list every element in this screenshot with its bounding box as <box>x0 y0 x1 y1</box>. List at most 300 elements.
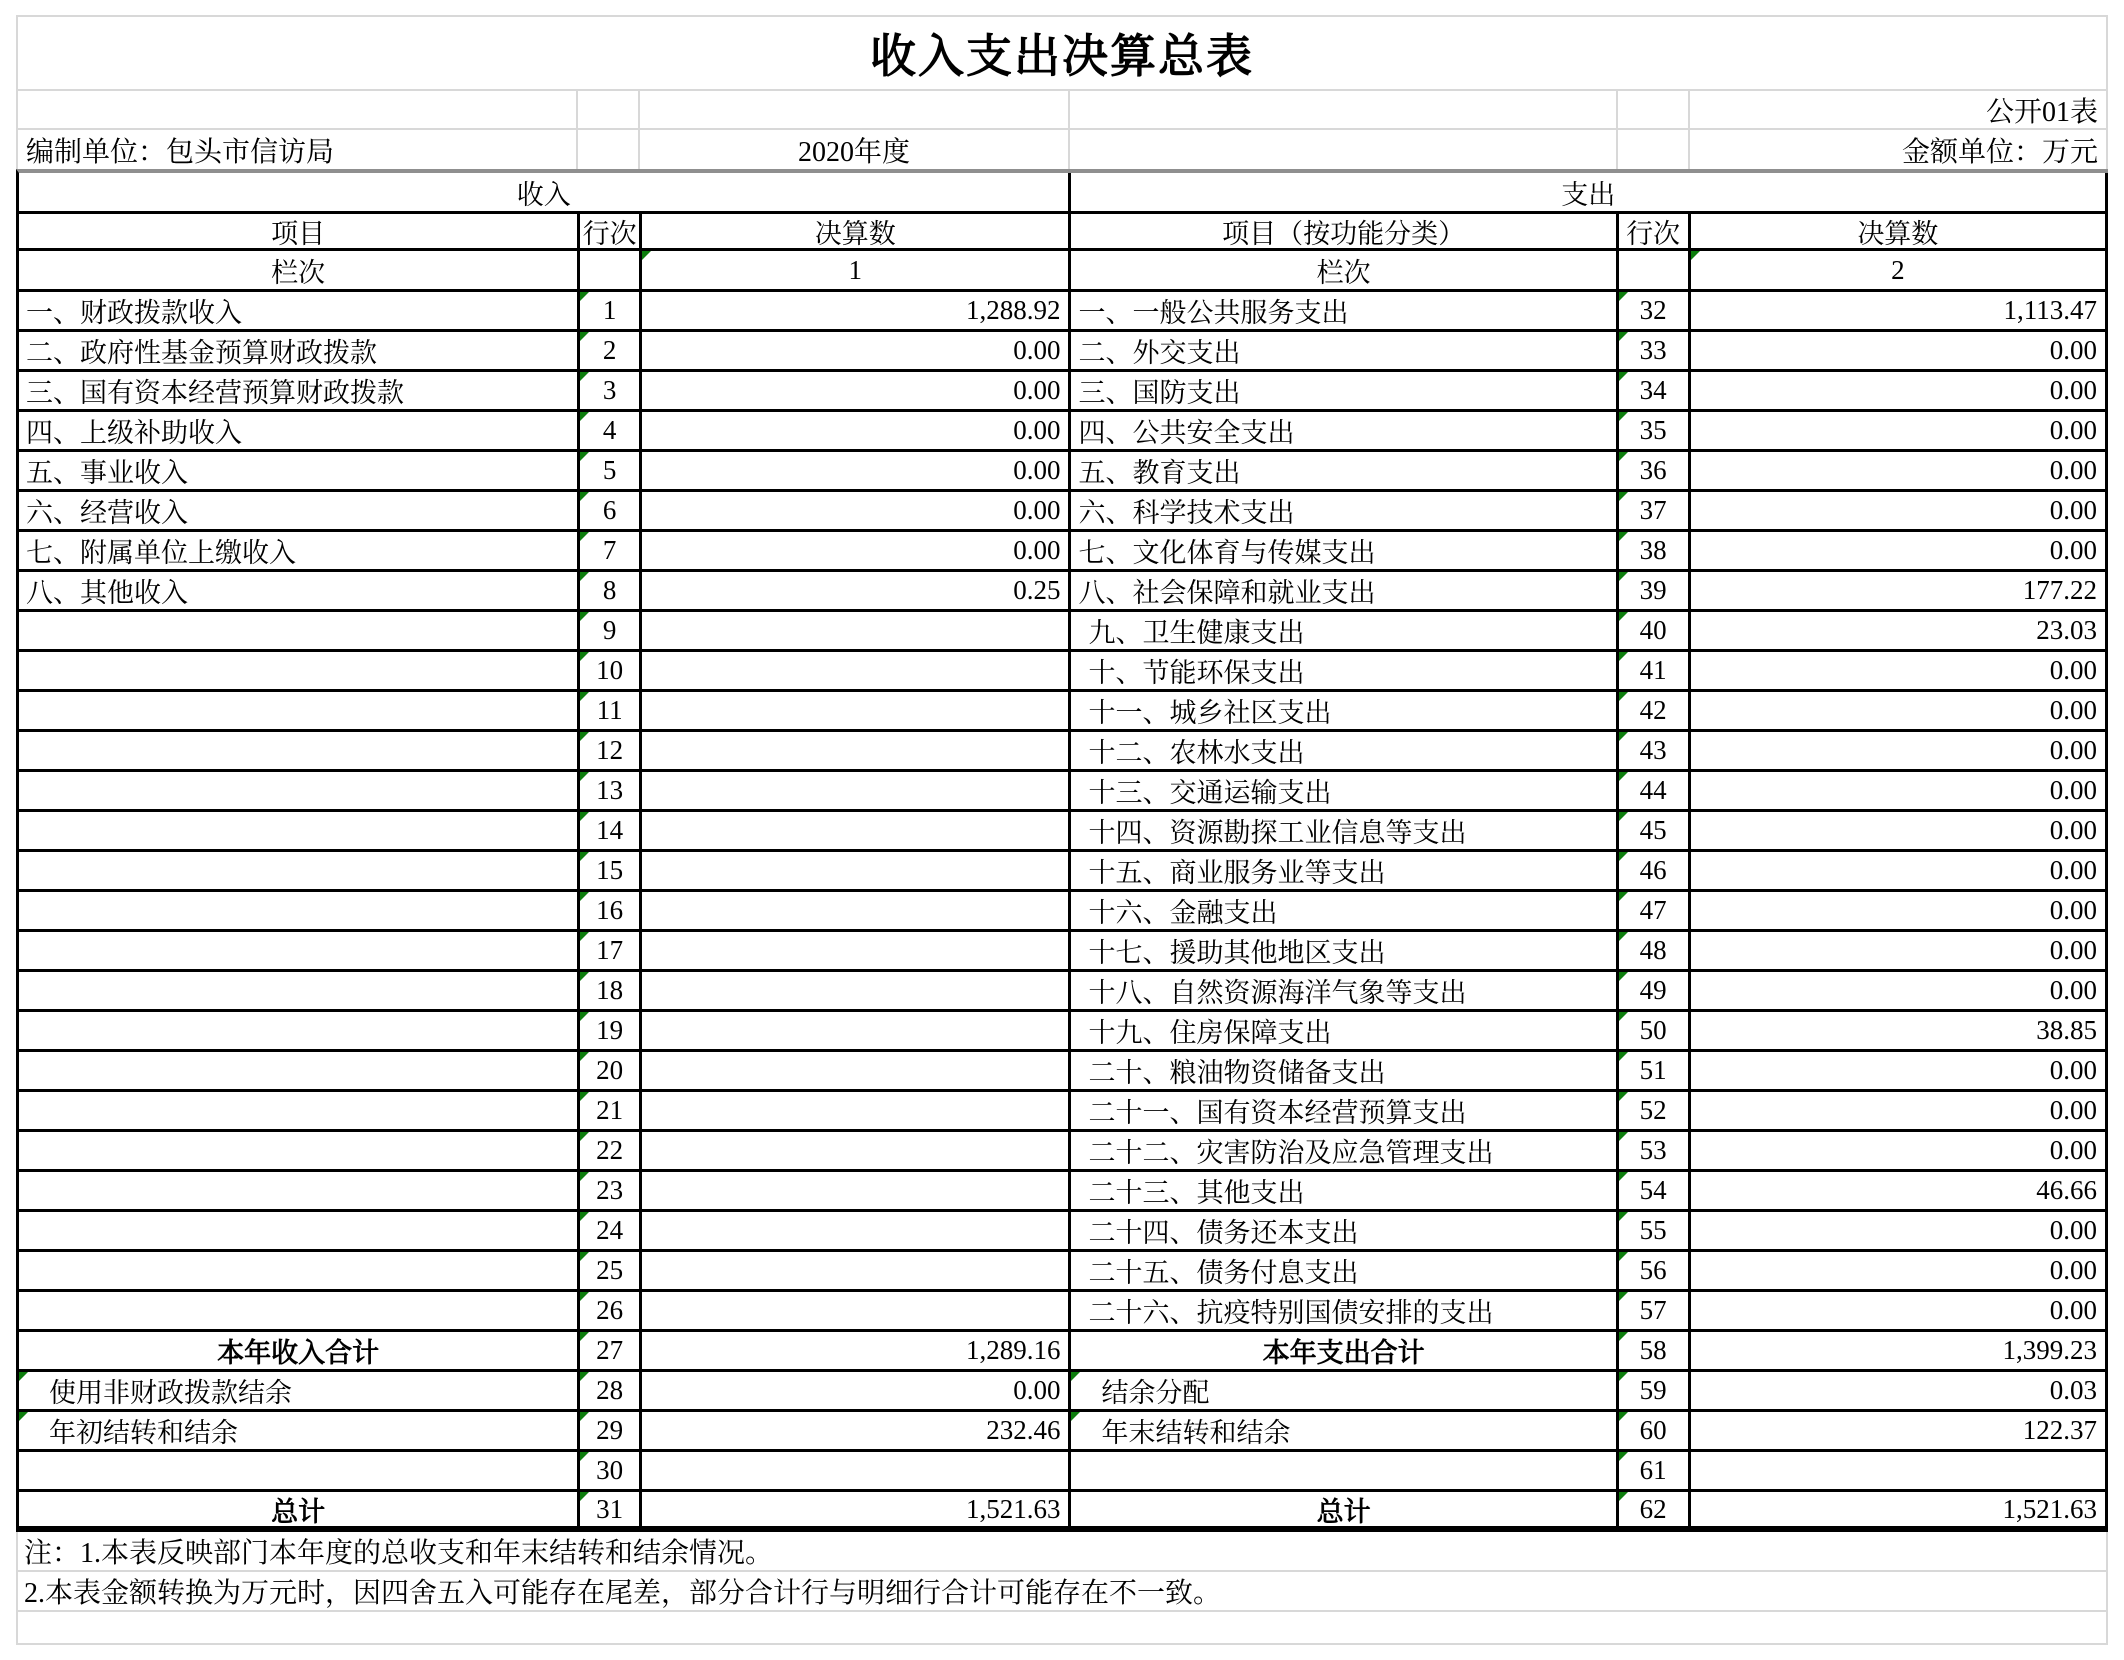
income-line-cell[interactable] <box>580 1092 642 1132</box>
income-item-cell[interactable] <box>19 532 580 572</box>
expense-item-cell[interactable] <box>1071 1292 1618 1332</box>
corner-marker-icon <box>1619 852 1628 861</box>
unit-label[interactable]: 编制单位：包头市信访局 <box>16 128 578 169</box>
income-item-cell[interactable] <box>19 652 580 692</box>
income-amount-cell[interactable] <box>642 772 1071 812</box>
expense-amount-cell[interactable] <box>1691 612 2108 652</box>
cell-text: 三、国防支出 <box>1078 378 1241 408</box>
table-row <box>19 612 2108 652</box>
cell-text: 13 <box>596 775 624 805</box>
expense-item-cell[interactable] <box>1071 892 1618 932</box>
meta-cell[interactable] <box>16 89 578 128</box>
expense-item-cell[interactable] <box>1071 1452 1618 1492</box>
expense-item-cell[interactable] <box>1071 1092 1618 1132</box>
income-amount-cell[interactable] <box>642 852 1071 892</box>
corner-marker-icon <box>580 1292 589 1301</box>
note-row-2 <box>16 1572 2108 1612</box>
income-line-cell[interactable] <box>580 1492 642 1532</box>
cell-text: 0.00 <box>1013 495 1061 525</box>
income-item-cell[interactable] <box>19 412 580 452</box>
income-line-cell[interactable] <box>580 292 642 332</box>
corner-marker-icon <box>580 812 589 821</box>
expense-item-cell[interactable] <box>1071 1332 1618 1372</box>
income-amount-cell[interactable] <box>642 292 1071 332</box>
expense-amount-cell[interactable] <box>1691 892 2108 932</box>
expense-line-cell[interactable] <box>1619 1212 1691 1252</box>
income-amount-cell[interactable] <box>642 1092 1071 1132</box>
income-lanci-label[interactable]: 栏次 <box>19 251 580 292</box>
corner-marker-icon <box>1619 732 1628 741</box>
income-line-cell[interactable] <box>580 892 642 932</box>
income-item-cell[interactable] <box>19 612 580 652</box>
expense-amount-cell[interactable] <box>1691 1012 2108 1052</box>
income-amount-cell[interactable] <box>642 452 1071 492</box>
expense-line-cell[interactable] <box>1619 1252 1691 1292</box>
expense-item-cell[interactable] <box>1071 1212 1618 1252</box>
cell-text: 五、教育支出 <box>1078 458 1241 488</box>
income-line-cell[interactable] <box>580 812 642 852</box>
income-line-cell[interactable] <box>580 1212 642 1252</box>
income-amount-cell[interactable] <box>642 692 1071 732</box>
expense-amount-cell[interactable] <box>1691 972 2108 1012</box>
income-item-cell[interactable] <box>19 692 580 732</box>
expense-item-cell[interactable] <box>1071 1172 1618 1212</box>
expense-section-header[interactable]: 支出 <box>1071 173 2108 214</box>
corner-marker-icon <box>1619 652 1628 661</box>
income-item-cell[interactable] <box>19 1012 580 1052</box>
expense-amount-cell[interactable] <box>1691 1052 2108 1092</box>
expense-line-cell[interactable] <box>1619 1092 1691 1132</box>
income-item-cell[interactable] <box>19 1492 580 1532</box>
income-line-cell[interactable] <box>580 1252 642 1292</box>
meta-cell[interactable] <box>1070 89 1618 128</box>
income-item-cell[interactable] <box>19 452 580 492</box>
expense-line-cell[interactable] <box>1619 772 1691 812</box>
income-line-cell[interactable] <box>580 1412 642 1452</box>
expense-line-cell[interactable] <box>1619 1012 1691 1052</box>
cell-text: 56 <box>1639 1255 1667 1285</box>
income-amount-cell[interactable] <box>642 1012 1071 1052</box>
cell-text: 45 <box>1639 815 1667 845</box>
expense-item-cell[interactable] <box>1071 732 1618 772</box>
cell-text: 177.22 <box>2022 575 2097 605</box>
corner-marker-icon <box>580 492 589 501</box>
cell-text: 1,289.16 <box>965 1335 1061 1365</box>
corner-marker-icon <box>580 1052 589 1061</box>
expense-line-cell[interactable] <box>1619 852 1691 892</box>
income-item-cell[interactable] <box>19 772 580 812</box>
expense-lanci-line-cell[interactable] <box>1619 251 1691 292</box>
income-item-cell[interactable] <box>19 492 580 532</box>
expense-amount-cell[interactable] <box>1691 492 2108 532</box>
table-row <box>19 1052 2108 1092</box>
corner-marker-icon <box>580 852 589 861</box>
corner-marker-icon <box>580 292 589 301</box>
income-line-cell[interactable] <box>580 532 642 572</box>
cell-text: 50 <box>1639 1015 1667 1045</box>
cell-text: 0.00 <box>2049 1095 2097 1125</box>
income-amount-cell[interactable] <box>642 1052 1071 1092</box>
expense-lanci-value[interactable] <box>1691 251 2108 292</box>
table-row <box>19 892 2108 932</box>
income-amount-cell[interactable] <box>642 412 1071 452</box>
corner-marker-icon <box>1619 292 1628 301</box>
expense-item-cell[interactable] <box>1071 332 1618 372</box>
expense-line-cell[interactable] <box>1619 1372 1691 1412</box>
table-row <box>19 1092 2108 1132</box>
income-amount-cell[interactable] <box>642 1452 1071 1492</box>
table-row <box>19 1452 2108 1492</box>
income-item-cell[interactable] <box>19 572 580 612</box>
income-item-cell[interactable] <box>19 1452 580 1492</box>
income-item-cell[interactable] <box>19 372 580 412</box>
expense-amount-cell[interactable] <box>1691 1452 2108 1492</box>
meta-cell[interactable] <box>1618 89 1690 128</box>
cell-text: 20 <box>596 1055 624 1085</box>
income-amount-cell[interactable] <box>642 1372 1071 1412</box>
income-item-cell[interactable] <box>19 332 580 372</box>
expense-item-cell[interactable] <box>1071 1052 1618 1092</box>
expense-amount-cell[interactable] <box>1691 332 2108 372</box>
cell-text: 七、附属单位上缴收入 <box>26 538 296 568</box>
cell-text: 30 <box>596 1455 624 1485</box>
income-item-cell[interactable] <box>19 1252 580 1292</box>
expense-amount-cell[interactable] <box>1691 1212 2108 1252</box>
income-amount-cell[interactable] <box>642 892 1071 932</box>
expense-amount-cell[interactable] <box>1691 532 2108 572</box>
expense-amount-cell[interactable] <box>1691 692 2108 732</box>
expense-amount-cell[interactable] <box>1691 932 2108 972</box>
table-row <box>19 372 2108 412</box>
expense-line-cell[interactable] <box>1619 332 1691 372</box>
meta-cell[interactable] <box>578 128 640 169</box>
expense-item-cell[interactable] <box>1071 1412 1618 1452</box>
income-item-cell[interactable] <box>19 1332 580 1372</box>
corner-marker-icon <box>1619 1012 1628 1021</box>
corner-marker-icon <box>580 692 589 701</box>
expense-item-cell[interactable] <box>1071 812 1618 852</box>
amount-unit-label[interactable]: 金额单位：万元 <box>1690 128 2108 169</box>
income-amount-cell[interactable] <box>642 1332 1071 1372</box>
cell-text: 59 <box>1639 1375 1667 1405</box>
expense-item-cell[interactable] <box>1071 1012 1618 1052</box>
income-amount-cell[interactable] <box>642 812 1071 852</box>
meta-cell[interactable] <box>1618 128 1690 169</box>
income-line-cell[interactable] <box>580 1012 642 1052</box>
expense-line-cell[interactable] <box>1619 1452 1691 1492</box>
table-row <box>19 1132 2108 1172</box>
expense-amount-cell[interactable] <box>1691 292 2108 332</box>
expense-line-cell[interactable] <box>1619 1492 1691 1532</box>
cell-text: 27 <box>596 1335 624 1365</box>
corner-marker-icon <box>1619 1212 1628 1221</box>
expense-item-cell[interactable] <box>1071 652 1618 692</box>
income-line-cell[interactable] <box>580 1172 642 1212</box>
income-item-cell[interactable] <box>19 1412 580 1452</box>
expense-line-cell[interactable] <box>1619 1052 1691 1092</box>
income-lanci-line-cell[interactable] <box>580 251 642 292</box>
expense-item-cell[interactable] <box>1071 1252 1618 1292</box>
cell-text: 55 <box>1639 1215 1667 1245</box>
corner-marker-icon <box>580 1172 589 1181</box>
expense-item-cell[interactable] <box>1071 852 1618 892</box>
income-line-cell[interactable] <box>580 612 642 652</box>
expense-item-cell[interactable] <box>1071 972 1618 1012</box>
expense-amount-cell[interactable] <box>1691 652 2108 692</box>
cell-text: 18 <box>596 975 624 1005</box>
cell-text: 5 <box>602 455 617 485</box>
income-line-cell[interactable] <box>580 652 642 692</box>
expense-amount-cell[interactable] <box>1691 372 2108 412</box>
income-amount-cell[interactable] <box>642 532 1071 572</box>
income-amount-cell[interactable] <box>642 572 1071 612</box>
income-line-cell[interactable] <box>580 1052 642 1092</box>
cell-text: 四、公共安全支出 <box>1078 418 1295 448</box>
cell-text: 十六、金融支出 <box>1088 898 1278 928</box>
income-amount-cell[interactable] <box>642 1292 1071 1332</box>
cell-text: 年末结转和结余 <box>1101 1418 1291 1448</box>
cell-text: 4 <box>602 415 617 445</box>
expense-amount-cell[interactable] <box>1691 1492 2108 1532</box>
expense-line-cell[interactable] <box>1619 692 1691 732</box>
cell-text: 0.00 <box>2049 655 2097 685</box>
income-line-cell[interactable] <box>580 332 642 372</box>
expense-item-cell[interactable] <box>1071 932 1618 972</box>
income-amount-cell[interactable] <box>642 332 1071 372</box>
income-amount-cell[interactable] <box>642 1412 1071 1452</box>
expense-item-cell[interactable] <box>1071 1372 1618 1412</box>
expense-line-cell[interactable] <box>1619 1292 1691 1332</box>
income-line-cell[interactable] <box>580 1132 642 1172</box>
cell-text: 61 <box>1639 1455 1667 1485</box>
corner-marker-icon <box>580 1372 589 1381</box>
expense-amount-cell[interactable] <box>1691 1172 2108 1212</box>
expense-line-cell[interactable] <box>1619 412 1691 452</box>
income-item-cell[interactable] <box>19 972 580 1012</box>
expense-item-header[interactable]: 项目（按功能分类） <box>1071 214 1618 251</box>
corner-marker-icon <box>1691 251 1700 260</box>
income-line-cell[interactable] <box>580 452 642 492</box>
corner-marker-icon <box>580 1452 589 1461</box>
cell-text: 7 <box>602 535 617 565</box>
expense-amount-cell[interactable] <box>1691 772 2108 812</box>
expense-line-cell[interactable] <box>1619 1172 1691 1212</box>
income-item-cell[interactable] <box>19 852 580 892</box>
income-item-cell[interactable] <box>19 812 580 852</box>
expense-line-cell[interactable] <box>1619 612 1691 652</box>
income-amount-cell[interactable] <box>642 932 1071 972</box>
income-line-cell[interactable] <box>580 412 642 452</box>
expense-line-cell[interactable] <box>1619 812 1691 852</box>
corner-marker-icon <box>1619 892 1628 901</box>
income-line-cell[interactable] <box>580 1452 642 1492</box>
income-amount-cell[interactable] <box>642 492 1071 532</box>
expense-lanci-label[interactable]: 栏次 <box>1071 251 1618 292</box>
income-item-cell[interactable] <box>19 732 580 772</box>
cell-text: 53 <box>1639 1135 1667 1165</box>
expense-amount-cell[interactable] <box>1691 412 2108 452</box>
expense-item-cell[interactable] <box>1071 612 1618 652</box>
income-item-header[interactable]: 项目 <box>19 214 580 251</box>
corner-marker-icon <box>580 332 589 341</box>
year-label[interactable]: 2020年度 <box>640 128 1070 169</box>
income-lanci-value[interactable] <box>642 251 1071 292</box>
cell-text: 22 <box>596 1135 624 1165</box>
income-line-header[interactable]: 行次 <box>580 214 642 251</box>
table-code[interactable]: 公开01表 <box>1690 89 2108 128</box>
cell-text: 0.00 <box>2049 535 2097 565</box>
cell-text: 十一、城乡社区支出 <box>1088 698 1332 728</box>
cell-text: 232.46 <box>986 1415 1061 1445</box>
income-amount-cell[interactable] <box>642 972 1071 1012</box>
corner-marker-icon <box>580 892 589 901</box>
cell-text: 41 <box>1639 655 1667 685</box>
expense-line-cell[interactable] <box>1619 292 1691 332</box>
expense-amount-cell[interactable] <box>1691 1132 2108 1172</box>
corner-marker-icon <box>1071 1372 1080 1381</box>
income-item-cell[interactable] <box>19 1172 580 1212</box>
income-line-cell[interactable] <box>580 972 642 1012</box>
corner-marker-icon <box>1071 1412 1080 1421</box>
expense-line-header[interactable]: 行次 <box>1619 214 1691 251</box>
expense-amount-cell[interactable] <box>1691 1092 2108 1132</box>
income-line-cell[interactable] <box>580 852 642 892</box>
cell-text: 0.00 <box>1013 535 1061 565</box>
expense-line-cell[interactable] <box>1619 932 1691 972</box>
table-row <box>19 1212 2108 1252</box>
expense-line-cell[interactable] <box>1619 732 1691 772</box>
income-amount-cell[interactable] <box>642 1492 1071 1532</box>
income-amount-cell[interactable] <box>642 1172 1071 1212</box>
cell-text: 二十五、债务付息支出 <box>1088 1258 1359 1288</box>
cell-text: 16 <box>596 895 624 925</box>
expense-item-cell[interactable] <box>1071 372 1618 412</box>
corner-marker-icon <box>580 972 589 981</box>
expense-amount-cell[interactable] <box>1691 1412 2108 1452</box>
income-item-cell[interactable] <box>19 1372 580 1412</box>
income-line-cell[interactable] <box>580 492 642 532</box>
cell-text: 58 <box>1639 1335 1667 1365</box>
income-section-header[interactable]: 收入 <box>19 173 1071 214</box>
expense-line-cell[interactable] <box>1619 1132 1691 1172</box>
expense-item-cell[interactable] <box>1071 492 1618 532</box>
expense-line-cell[interactable] <box>1619 492 1691 532</box>
cell-text: 一、一般公共服务支出 <box>1078 298 1349 328</box>
income-amount-cell[interactable] <box>642 1212 1071 1252</box>
income-line-cell[interactable] <box>580 1292 642 1332</box>
income-item-cell[interactable] <box>19 1292 580 1332</box>
cell-text: 48 <box>1639 935 1667 965</box>
expense-amount-cell[interactable] <box>1691 1292 2108 1332</box>
meta-cell[interactable] <box>1070 128 1618 169</box>
income-item-cell[interactable] <box>19 292 580 332</box>
cell-text: 0.00 <box>2049 815 2097 845</box>
cell-text: 0.03 <box>2049 1375 2097 1405</box>
cell-text: 总计 <box>271 1496 326 1528</box>
expense-line-cell[interactable] <box>1619 892 1691 932</box>
table-row <box>19 1292 2108 1332</box>
cell-text: 1,399.23 <box>2002 1335 2097 1365</box>
expense-amount-cell[interactable] <box>1691 1252 2108 1292</box>
expense-amount-cell[interactable] <box>1691 852 2108 892</box>
income-item-cell[interactable] <box>19 1212 580 1252</box>
income-line-cell[interactable] <box>580 372 642 412</box>
expense-line-cell[interactable] <box>1619 572 1691 612</box>
income-item-cell[interactable] <box>19 892 580 932</box>
column-header-row <box>19 214 2108 251</box>
cell-text: 四、上级补助收入 <box>26 418 242 448</box>
cell-text: 23 <box>596 1175 624 1205</box>
corner-marker-icon <box>1619 1492 1628 1501</box>
corner-marker-icon <box>1619 932 1628 941</box>
cell-text: 本年支出合计 <box>1262 1338 1425 1369</box>
expense-item-cell[interactable] <box>1071 292 1618 332</box>
corner-marker-icon <box>1619 1092 1628 1101</box>
expense-amount-cell[interactable] <box>1691 572 2108 612</box>
expense-item-cell[interactable] <box>1071 1132 1618 1172</box>
expense-item-cell[interactable] <box>1071 532 1618 572</box>
expense-line-cell[interactable] <box>1619 372 1691 412</box>
expense-amount-cell[interactable] <box>1691 812 2108 852</box>
income-line-cell[interactable] <box>580 732 642 772</box>
expense-amount-cell[interactable] <box>1691 1372 2108 1412</box>
expense-amount-header[interactable]: 决算数 <box>1691 214 2108 251</box>
income-line-cell[interactable] <box>580 692 642 732</box>
expense-item-cell[interactable] <box>1071 412 1618 452</box>
income-amount-cell[interactable] <box>642 1132 1071 1172</box>
corner-marker-icon <box>1619 412 1628 421</box>
expense-item-cell[interactable] <box>1071 772 1618 812</box>
income-amount-cell[interactable] <box>642 1252 1071 1292</box>
income-amount-cell[interactable] <box>642 652 1071 692</box>
income-amount-header[interactable]: 决算数 <box>642 214 1071 251</box>
income-amount-cell[interactable] <box>642 372 1071 412</box>
income-item-cell[interactable] <box>19 1092 580 1132</box>
expense-item-cell[interactable] <box>1071 1492 1618 1532</box>
income-line-cell[interactable] <box>580 932 642 972</box>
meta-cell[interactable] <box>640 89 1070 128</box>
cell-text: 122.37 <box>2022 1415 2097 1445</box>
cell-text: 七、文化体育与传媒支出 <box>1078 538 1376 568</box>
income-line-cell[interactable] <box>580 1332 642 1372</box>
income-item-cell[interactable] <box>19 1052 580 1092</box>
income-line-cell[interactable] <box>580 572 642 612</box>
expense-line-cell[interactable] <box>1619 452 1691 492</box>
expense-line-cell[interactable] <box>1619 1332 1691 1372</box>
expense-amount-cell[interactable] <box>1691 732 2108 772</box>
income-amount-cell[interactable] <box>642 732 1071 772</box>
cell-text: 总计 <box>1316 1496 1371 1528</box>
income-item-cell[interactable] <box>19 932 580 972</box>
expense-line-cell[interactable] <box>1619 972 1691 1012</box>
corner-marker-icon <box>1619 1412 1628 1421</box>
meta-cell[interactable] <box>578 89 640 128</box>
income-line-cell[interactable] <box>580 772 642 812</box>
expense-item-cell[interactable] <box>1071 572 1618 612</box>
income-amount-cell[interactable] <box>642 612 1071 652</box>
income-line-cell[interactable] <box>580 1372 642 1412</box>
cell-text: 19 <box>596 1015 624 1045</box>
cell-text: 年初结转和结余 <box>49 1418 238 1448</box>
expense-item-cell[interactable] <box>1071 692 1618 732</box>
income-item-cell[interactable] <box>19 1132 580 1172</box>
expense-line-cell[interactable] <box>1619 532 1691 572</box>
expense-amount-cell[interactable] <box>1691 1332 2108 1372</box>
expense-item-cell[interactable] <box>1071 452 1618 492</box>
expense-line-cell[interactable] <box>1619 652 1691 692</box>
expense-line-cell[interactable] <box>1619 1412 1691 1452</box>
expense-amount-cell[interactable] <box>1691 452 2108 492</box>
